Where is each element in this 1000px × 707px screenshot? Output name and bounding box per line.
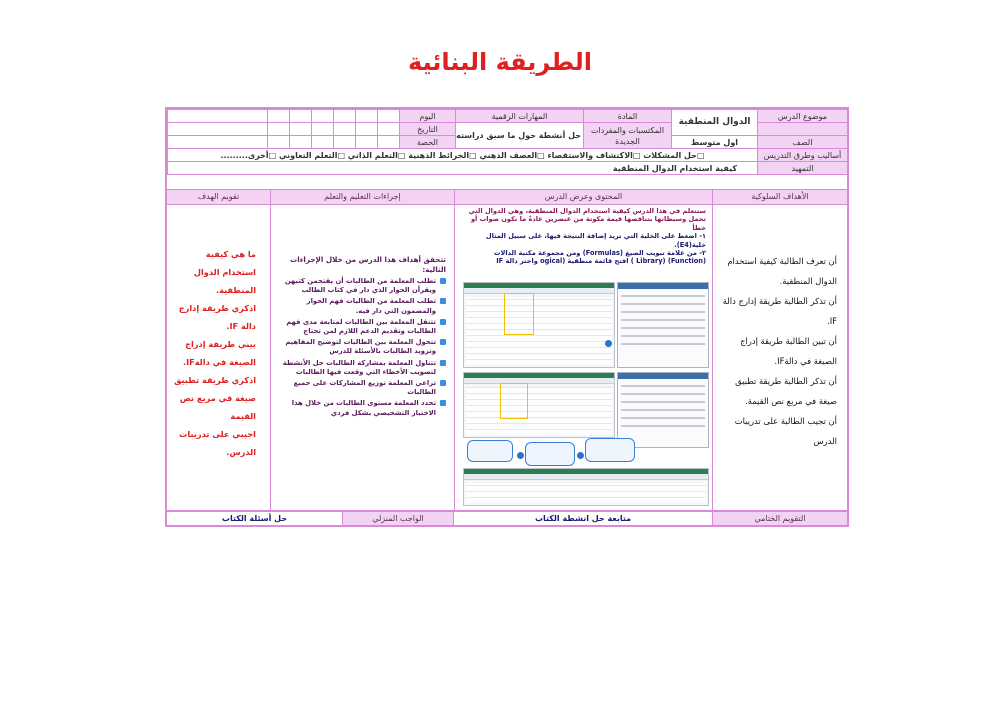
- period-cell: [312, 136, 334, 149]
- highlight-box: [500, 383, 528, 419]
- goal-item: أن تذكر الطالبة طريقة تطبيق صيغة في مربع نص القيمة.: [735, 376, 837, 406]
- dialog-line: [621, 409, 705, 411]
- period-label: الحصة: [400, 136, 456, 149]
- evaluation-item: اذكري طريقة تطبيق صيغة في مربع نص القيمة: [174, 375, 256, 421]
- goal-item: أن تذكر الطالبة طريقة إدارج دالة IF.: [722, 296, 837, 326]
- excel-ribbon: [464, 474, 708, 480]
- evaluation-column: [167, 190, 271, 510]
- content-column: [455, 190, 713, 510]
- day-cell: [290, 110, 312, 123]
- excel-grid: [466, 483, 706, 503]
- date-cell: [334, 123, 356, 136]
- footer-row: [165, 510, 849, 527]
- day-cell: [312, 110, 334, 123]
- lesson-topic-value: الدوال المنطقية: [672, 110, 758, 136]
- step-marker-icon: [577, 452, 584, 459]
- bullet-icon: [440, 400, 446, 406]
- dialog-line: [621, 425, 705, 427]
- acquisitions-label: المكتسبات والمفردات الجديدة: [584, 123, 672, 149]
- excel-screenshot: [463, 282, 615, 368]
- day-cell: [268, 110, 290, 123]
- final-eval-value: متابعة حل انشطة الكتاب: [453, 512, 712, 525]
- procedure-text: تراعي المعلمة توزيع المشاركات على جميع الطالبات: [293, 379, 436, 397]
- procedure-item: [277, 399, 446, 417]
- content-text: [455, 205, 712, 266]
- step-marker-icon: [605, 340, 612, 347]
- final-eval-label: التقويم الختامي: [712, 512, 847, 525]
- excel-ribbon: [464, 288, 614, 294]
- date-cell: [378, 123, 400, 136]
- acquisitions-value: حل أنشطة حول ما سبق دراسته: [456, 123, 584, 149]
- content-header: المحتوى وعرض الدرس: [455, 190, 712, 205]
- callout-bubble: [585, 438, 635, 462]
- procedures-list: [271, 277, 454, 418]
- goal-item: أن تعرف الطالبة كيفية استخدام الدوال المنطقية.: [727, 256, 837, 286]
- evaluation-item: بيني طريقة إدراج الصيغة في دالةIF.: [182, 339, 256, 367]
- subject-value: المهارات الرقمية: [456, 110, 584, 123]
- content-intro: ستتعلم في هذا الدرس كيفية استخدام الدوال المنطقية، وهي الدوال التي تحمل وسيطاتها بتناقضها قيمة مكونة من عنصرين عادةً ما تكون صواب أو خطأ: [468, 207, 706, 232]
- function-dialog: [617, 372, 709, 448]
- strategies-label: أساليب وطرق التدريس: [758, 149, 848, 162]
- goals-column: [713, 190, 847, 510]
- page-title: الطريقة البنائية: [408, 48, 592, 76]
- procedure-item: [277, 277, 446, 295]
- procedure-item: [277, 297, 446, 315]
- step-marker-icon: [517, 452, 524, 459]
- dialog-line: [621, 401, 705, 403]
- period-cell: [268, 136, 290, 149]
- evaluation-item: ما هي كيفية استخدام الدوال المنطقية.: [193, 249, 256, 295]
- goals-header: الأهداف السلوكية: [713, 190, 847, 205]
- content-step-2: ٢- من علامة تبويب الصيغ (Formulas) ومن مجموعة مكتبة الدالات (Function) (Library ) افتح قائمة منطقية (ogical واختر دالة IF: [493, 249, 706, 266]
- procedure-text: تحدد المعلمة مستوى الطالبات من خلال هذا الاختبار التشخيصي بشكل فردي: [291, 399, 436, 417]
- class-value: اول متوسط: [672, 136, 758, 149]
- dialog-line: [621, 417, 705, 419]
- procedures-header: إجراءات التعليم والتعلم: [271, 190, 454, 205]
- excel-ribbon: [464, 378, 614, 384]
- period-cell: [334, 136, 356, 149]
- procedure-text: تطلب المعلمة من الطالبات أن يقتحمن كتبهن ويقرأن الحوار الذي دار في كتاب الطالب: [284, 277, 436, 295]
- dialog-line: [621, 303, 705, 305]
- excel-grid: [466, 297, 612, 365]
- lesson-topic-label: موضوع الدرس: [758, 110, 848, 123]
- header-table: [167, 109, 848, 175]
- highlight-box: [504, 293, 534, 335]
- procedure-item: [277, 318, 446, 336]
- date-cell: [312, 123, 334, 136]
- goal-item: أن تبين الطالبة طريقة إدراج الصيغة في دالةIF.: [740, 336, 837, 366]
- excel-screenshot: [463, 468, 709, 506]
- evaluation-list: [167, 205, 270, 461]
- homework-value: حل أسئلة الكتاب: [221, 514, 288, 523]
- excel-grid: [466, 387, 612, 435]
- bullet-icon: [440, 319, 446, 325]
- procedure-text: تتحول المعلمة بين الطالبات لتوضيح المفاهيم وتزويد الطالبات بالأسئلة للدرس: [285, 338, 436, 356]
- dialog-line: [621, 343, 705, 345]
- period-cell: [356, 136, 378, 149]
- day-label: اليوم: [400, 110, 456, 123]
- dialog-header: [618, 283, 708, 289]
- evaluation-item: اجيبي على تدريبات الدرس.: [179, 429, 256, 457]
- procedure-item: [277, 379, 446, 397]
- procedures-intro: تتحقق أهداف هذا الدرس من خلال الإجراءات التالية:: [290, 255, 446, 274]
- dialog-line: [621, 335, 705, 337]
- lesson-topic-pad: [758, 123, 848, 136]
- lesson-body: [167, 189, 847, 510]
- dialog-line: [621, 385, 705, 387]
- dialog-line: [621, 327, 705, 329]
- function-dialog: [617, 282, 709, 368]
- day-cell: [378, 110, 400, 123]
- procedure-item: [277, 359, 446, 377]
- intro-label: التمهيد: [758, 162, 848, 175]
- date-cell: [356, 123, 378, 136]
- period-cell: [168, 136, 268, 149]
- callout-bubble: [467, 440, 513, 462]
- subject-label: المادة: [584, 110, 672, 123]
- period-cell: [290, 136, 312, 149]
- dialog-header: [618, 373, 708, 379]
- bullet-icon: [440, 380, 446, 386]
- day-cell: [356, 110, 378, 123]
- intro-value: كيفية استخدام الدوال المنطقية: [168, 162, 758, 175]
- procedure-text: تتناول المعلمة بمشاركة الطالبات حل الأنشطة لتصويب الأخطاء التي وقعت فيها الطالبات: [282, 358, 436, 376]
- strategies-value: □حل المشكلات □الاكتشاف والاستقصاء □العصف الذهني □الخرائط الذهنية □التعلم الذاتي □التعلم التعاوني □أخرى.........: [168, 149, 758, 162]
- day-cell: [334, 110, 356, 123]
- dialog-line: [621, 393, 705, 395]
- dialog-line: [621, 311, 705, 313]
- procedure-text: تتنقل المعلمة بين الطالبات لمتابعة مدى فهم الطالبات وتقديم الدعم اللازم لمن تحتاج: [286, 317, 436, 336]
- bullet-icon: [440, 298, 446, 304]
- procedure-item: [277, 338, 446, 356]
- date-cell: [268, 123, 290, 136]
- date-cell: [290, 123, 312, 136]
- lesson-plan-sheet: [165, 107, 849, 527]
- dialog-line: [621, 295, 705, 297]
- bullet-icon: [440, 339, 446, 345]
- excel-screenshot: [463, 372, 615, 438]
- dialog-line: [621, 319, 705, 321]
- period-cell: [378, 136, 400, 149]
- bullet-icon: [440, 360, 446, 366]
- evaluation-header: تقويم الهدف: [167, 190, 270, 205]
- procedures-column: [271, 190, 455, 510]
- bullet-icon: [440, 278, 446, 284]
- goals-list: [713, 205, 847, 451]
- callout-bubble: [525, 442, 575, 466]
- goal-item: أن تجيب الطالبة على تدريبات الدرس: [734, 416, 837, 446]
- day-cell: [168, 110, 268, 123]
- date-cell: [168, 123, 268, 136]
- content-step-1: ١- اضغط على الخلية التي تريد إضافة النتيجة فيها، على سبيل المثال خلية(E4).: [485, 232, 706, 249]
- evaluation-item: اذكري طريقة إدارج دالة IF.: [178, 303, 256, 331]
- date-label: التاريخ: [400, 123, 456, 136]
- class-label: الصف: [758, 136, 848, 149]
- procedure-text: تطلب المعلمة من الطالبات فهم الحوار والمضمون التي دار فيه.: [306, 297, 436, 315]
- homework-label: الواجب المنزلي: [342, 512, 453, 525]
